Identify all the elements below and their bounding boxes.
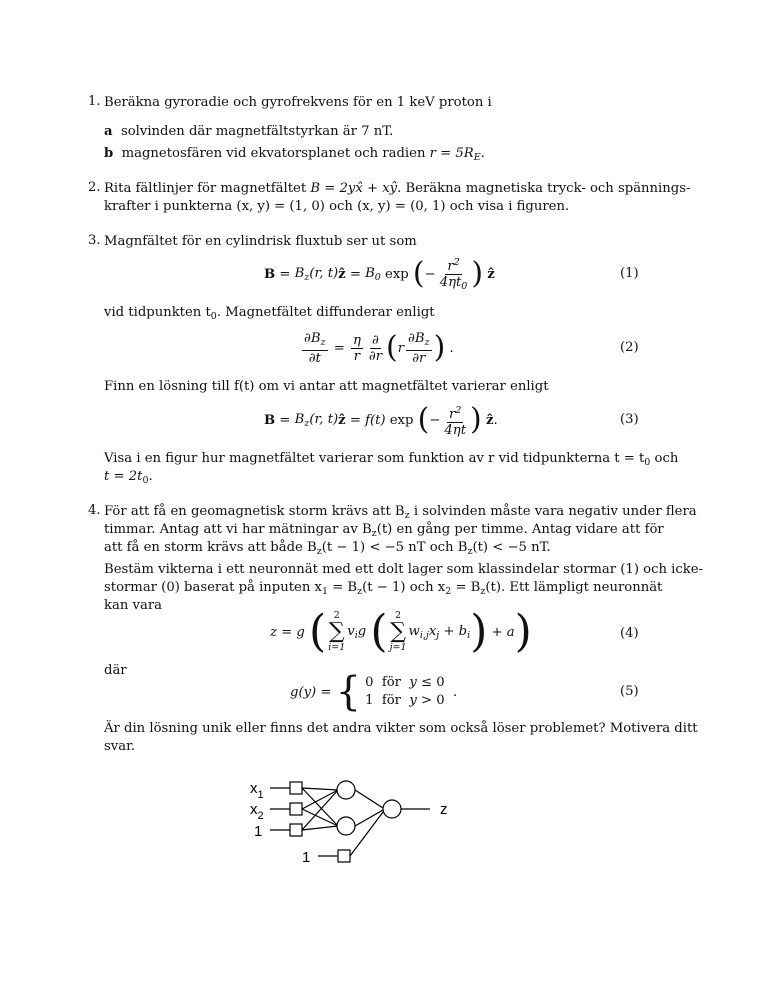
- equation-1-number: (1): [620, 266, 639, 281]
- equation-5: g(y) = { 0 för y ≤ 0 1 för y > 0 .: [290, 669, 458, 715]
- input-node-bias1: [290, 824, 302, 836]
- label-bias1: 1: [254, 823, 263, 840]
- problem-3-show-line-1: Visa i en figur hur magnetfältet varierar som funktion av r vid tidpunkterna $t = t_0$ och: [104, 451, 679, 468]
- hidden-node-2: [337, 817, 355, 835]
- edge: [302, 788, 338, 826]
- problem-4-line-6: kan vara: [104, 598, 163, 613]
- problem-3-show-line-2: $t = 2t_0$.: [104, 469, 153, 486]
- label-x1: $x_1$: [250, 780, 264, 801]
- problem-4-line-1: För att få en geomagnetisk storm krävs att $B_z$ i solvinden måste vara negativ under flera: [104, 504, 697, 521]
- problem-4-question-line-2: svar.: [104, 739, 136, 754]
- problem-1a: a solvinden där magnetfältstyrkan är 7 nT.: [104, 124, 394, 139]
- problem-4-line-3: att få en storm krävs att både $B_z(t - 1) < -5$ nT och $B_z(t) < -5$ nT.: [104, 540, 551, 557]
- equation-2-number: (2): [620, 340, 639, 355]
- equation-1: B = $B_z(r$, t) ẑ = $B_0$ exp ( − $\frac{r^2}{4\eta t_0}$ ) ẑ: [264, 256, 495, 292]
- problem-1b: b magnetosfären vid ekvatorsplanet och radien $r = 5R_E$.: [104, 146, 485, 163]
- equation-5-number: (5): [620, 684, 639, 699]
- problem-3-find: Finn en lösning till f(t) om vi antar att magnetfältet varierar enligt: [104, 379, 549, 394]
- problem-4-dar: där: [104, 663, 127, 678]
- equation-3: B = $B_z(r$, t) ẑ = f(t) exp ( − $\frac{r^2}{4\eta t}$ ) ẑ .: [264, 402, 498, 438]
- output-node: [383, 800, 401, 818]
- problem-4-line-2: timmar. Antag att vi har mätningar av $B_z(t)$ en gång per timme. Antag vidare att för: [104, 522, 664, 539]
- input-node-x1: [290, 782, 302, 794]
- hidden-node-1: [337, 781, 355, 799]
- equation-4-number: (4): [620, 626, 639, 641]
- problem-3-intro: Magnfältet för en cylindrisk fluxtub ser ut som: [104, 234, 417, 249]
- label-x2: $x_2$: [250, 801, 264, 822]
- equation-2: $\frac{\partial B_z}{\partial t}$ = $\frac{\eta}{r}$ $\frac{\partial}{\partial r}$ ( r $\frac{\partial B_z}{\partial r}$ ) .: [304, 330, 454, 366]
- problem-4-question-line-1: Är din lösning unik eller finns det andra vikter som också löser problemet? Motivera ditt: [104, 721, 698, 736]
- problem-3-after-eq1: vid tidpunkten $t_0$. Magnetfältet diffunderar enligt: [104, 305, 435, 322]
- equation-3-number: (3): [620, 412, 639, 427]
- label-output-z: z: [440, 801, 448, 818]
- problem-4-line-4: Bestäm vikterna i ett neuronnät med ett dolt lager som klassindelar stormar (1) och icke-: [104, 562, 704, 577]
- problem-4-number: 4.: [88, 503, 101, 518]
- input-node-x2: [290, 803, 302, 815]
- edge: [355, 790, 383, 808]
- problem-2-line-2: krafter i punkterna (x, y) = (1, 0) och (x, y) = (0, 1) och visa i figuren.: [104, 199, 570, 214]
- equation-4: z = g ( 2 ∑ i=1 $v_ig$ ( 2 ∑ j=1 $w_{i,j}x_j + b_i$ ) + a ): [270, 606, 532, 657]
- edge: [302, 826, 338, 830]
- edge: [350, 812, 383, 856]
- problem-1-intro: Beräkna gyroradie och gyrofrekvens för en 1 keV proton i: [104, 95, 492, 110]
- problem-2-number: 2.: [88, 180, 101, 195]
- input-node-bias2: [338, 850, 350, 862]
- problem-3-number: 3.: [88, 233, 101, 248]
- problem-4-line-5: stormar (0) baserat på inputen $x_1 = B_z(t - 1)$ och $x_2 = B_z(t)$. Ett lämpligt neuronnät: [104, 580, 663, 597]
- label-bias2: 1: [302, 849, 311, 866]
- edge: [302, 788, 338, 790]
- problem-1-number: 1.: [88, 94, 101, 109]
- problem-2-line-1: Rita fältlinjer för magnetfältet B = 2yx̂ + xŷ. Beräkna magnetiska tryck- och spännings-: [104, 181, 691, 196]
